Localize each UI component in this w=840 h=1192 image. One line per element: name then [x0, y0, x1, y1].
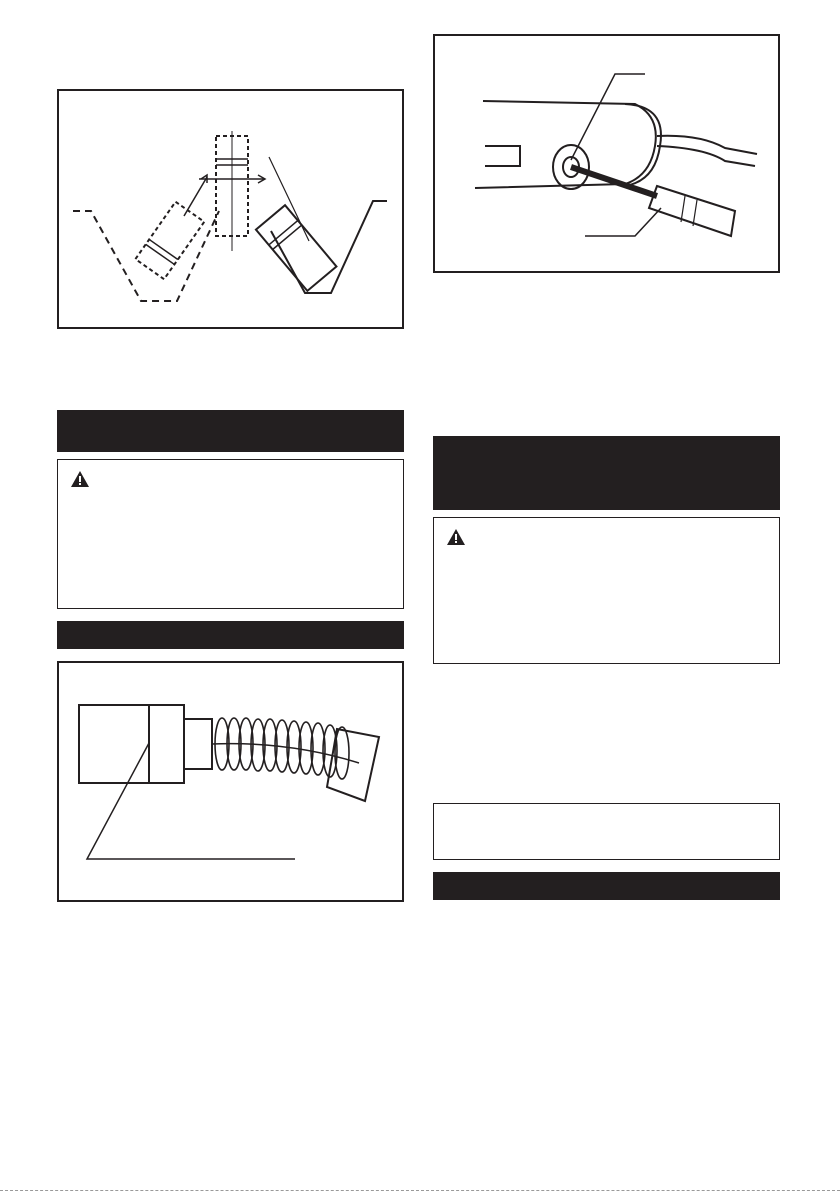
warning-box — [433, 517, 780, 664]
disc-wear-diagram — [59, 91, 402, 327]
page-edge-rule — [0, 1190, 840, 1191]
figure-disc-wear — [57, 89, 404, 329]
section-header — [433, 436, 780, 510]
section-header — [433, 872, 780, 900]
warning-box — [57, 459, 404, 609]
section-header — [57, 410, 404, 452]
figure-brush-holder — [433, 34, 780, 273]
figure-carbon-brush — [57, 661, 404, 902]
warning-triangle-icon — [70, 470, 90, 488]
warning-triangle-icon — [446, 528, 466, 546]
carbon-brush-diagram — [59, 663, 402, 900]
note-box — [433, 803, 780, 860]
section-header — [57, 621, 404, 649]
screwdriver-brush-cap-diagram — [435, 36, 778, 271]
